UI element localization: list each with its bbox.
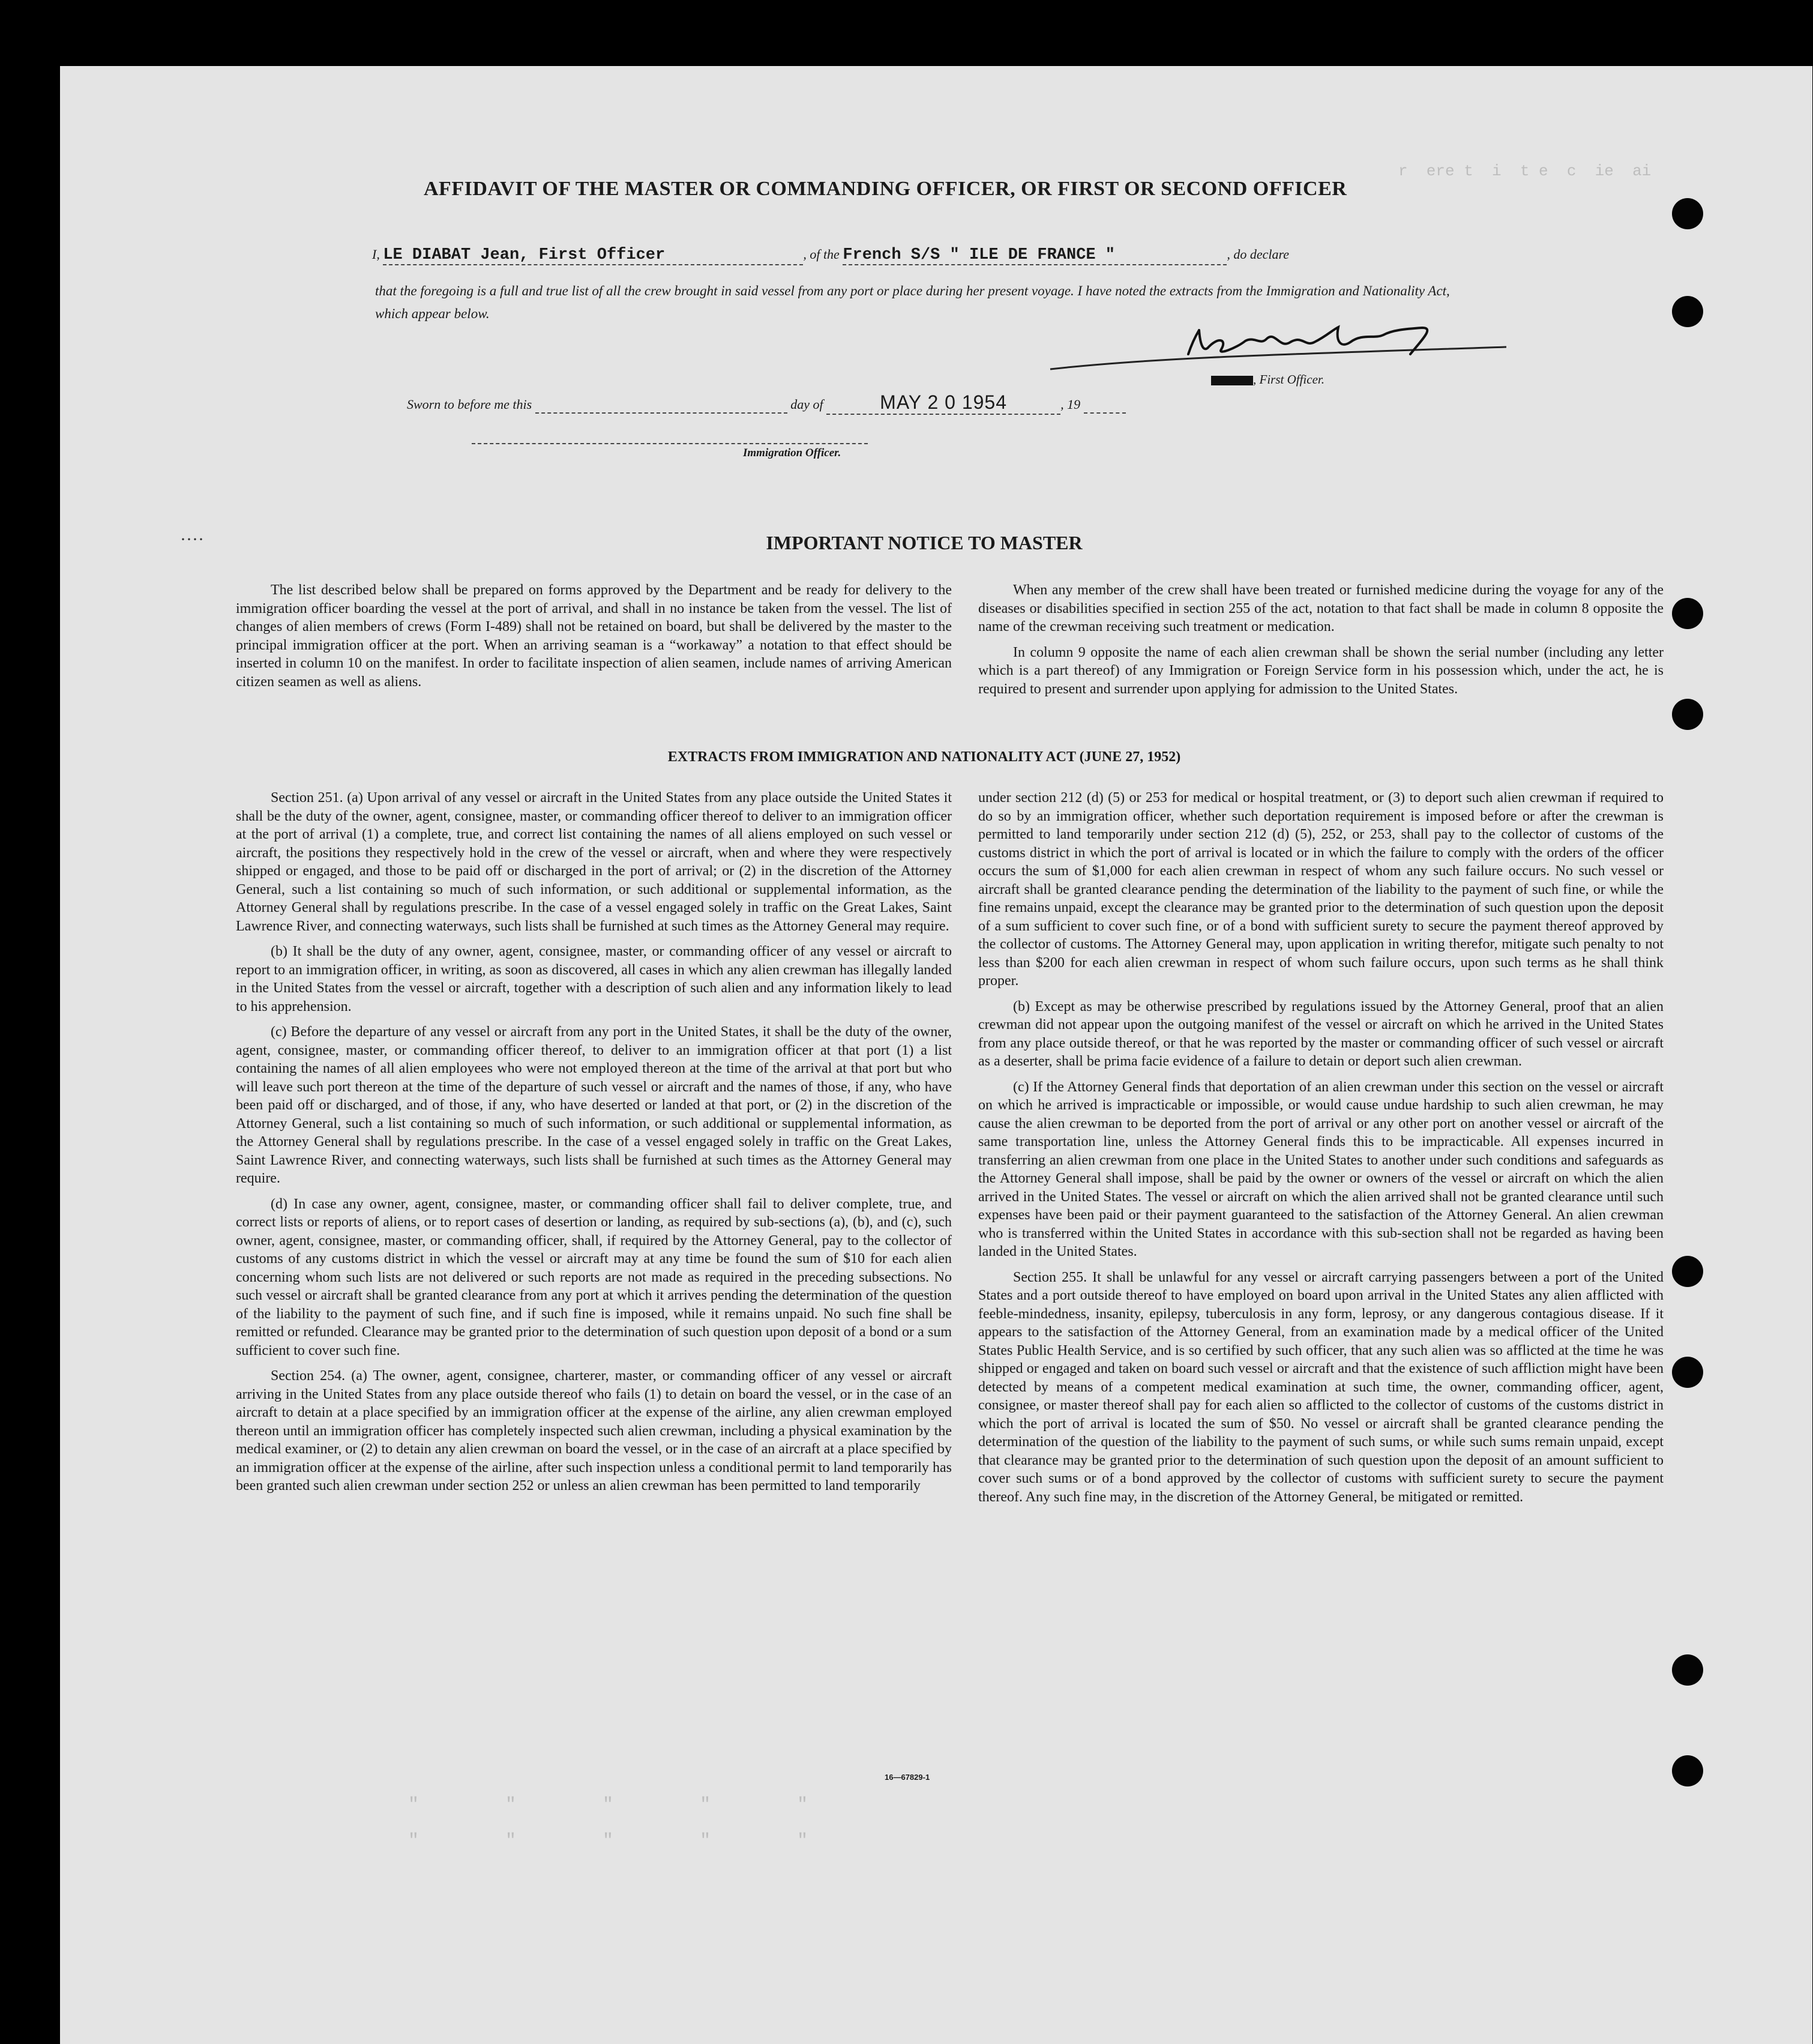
officer-signature xyxy=(1038,312,1518,378)
extracts-heading: EXTRACTS FROM IMMIGRATION AND NATIONALITY ACT (JUNE 27, 1952) xyxy=(667,749,1181,765)
declaration-body: that the foregoing is a full and true list of all the crew brought in said vessel from any port or place during her present voyage. I have noted the extracts from the Immigration and Nationality Act, which appear below. xyxy=(375,283,1450,321)
affidavit-title: AFFIDAVIT OF THE MASTER OR COMMANDING OFFICER, OR FIRST OR SECOND OFFICER xyxy=(424,178,1347,200)
statute-paragraph: under section 212 (d) (5) or 253 for medical or hospital treatment, or (3) to deport such alien crewman if required to do so by an immigration officer, whether such deportation requirement is imposed before or after the crewman is permitted to land temporarily under section 212 (d) (5), 252, or 253, shall pay to the collector of customs of the customs district in which the port of arrival is located or in which the failure to comply with the orders of the officer occurs the sum of $1,000 for each alien crewman in respect of whom any such failure occurs. No such vessel or aircraft shall be granted clearance pending the determination of the liability to the payment of such fine, or while the fine remains unpaid, except the clearance may be granted prior to the determination of such question upon the deposit of a sum sufficient to cover such fine, or of a bond with sufficient surety to secure the payment thereof approved by the collector of customs. The Attorney General may, upon application in writing therefor, mitigate such penalty to not less than $200 for each alien crewman in respect of whom such failure occurs, upon such terms as he shall think proper. xyxy=(978,790,1664,989)
statute-paragraph: Section 254. (a) The owner, agent, consignee, charterer, master, or commanding officer of any vessel or aircraft arriving in the United States from any place outside thereof who fails (1) to detain on board the vessel, or in the case of an aircraft to detain at a place specified by an immigration officer at the expense of the airline, any alien crewman employed thereon until an immigration officer has completely inspected such alien crewman, including a physical examination by the medical examiner, or (2) to detain any alien crewman on board the vessel, or in the case of an aircraft at a place specified by an immigration officer at the expense of the airline, after such inspection unless a conditional permit to land temporarily has been granted such alien crewman under section 252 or unless an alien crewman has been permitted to land temporarily xyxy=(236,1368,952,1494)
sworn-year-field xyxy=(1084,397,1126,414)
declaration-prefix: I, xyxy=(372,247,380,262)
officer-caption-text: , First Officer. xyxy=(1253,372,1324,387)
document-page xyxy=(60,66,1812,2044)
notice-paragraph: In column 9 opposite the name of each alien crewman shall be shown the serial number (including any letter which is a part thereof) of any Immigration or Foreign Service form in his possession which, under the act, he is required to present and surrender upon applying for admission to the United States. xyxy=(978,644,1664,697)
notice-heading: IMPORTANT NOTICE TO MASTER xyxy=(766,532,1083,553)
punch-hole xyxy=(1672,1357,1703,1388)
date-stamp: MAY 2 0 1954 xyxy=(880,391,1007,413)
statute-paragraph: (d) In case any owner, agent, consignee, master, or commanding officer shall fail to deliver complete, true, and correct lists or reports of aliens, or to report cases of desertion or landing, as required by sub-sections (a), (b), and (c), such owner, agent, consignee, master, or commanding officer, shall, if required by the Attorney General, pay to the collector of customs of any customs district in which the vessel or aircraft may at any time be found the sum of $10 for each alien concerning whom such lists are not delivered or such reports are not made as required in the preceding subsections. No such vessel or aircraft shall be granted clearance from any port at which it arrives pending the determination of the question of the liability to the payment of such fine, and if such fine is imposed, while it remains unpaid. No such fine shall be remitted or refunded. Clearance may be granted prior to the determination of such question upon deposit of a bond or a sum sufficient to cover such fine. xyxy=(236,1196,952,1358)
sworn-line xyxy=(407,391,1126,415)
sworn-day-field xyxy=(535,397,787,414)
punch-hole xyxy=(1672,598,1703,629)
redaction-bar xyxy=(1211,376,1253,385)
punch-hole xyxy=(1672,699,1703,730)
form-number: 16—67829-1 xyxy=(885,1773,930,1782)
punch-hole xyxy=(1672,1755,1703,1786)
extracts-left-column xyxy=(236,789,952,1503)
declaration-line xyxy=(372,246,1289,265)
officer-name-field: LE DIABAT Jean, First Officer xyxy=(383,246,803,265)
notice-right-column xyxy=(978,581,1664,705)
notice-paragraph: The list described below shall be prepared on forms approved by the Department and be ready for delivery to the immigration officer boarding the vessel at the port of arrival, and shall in no instance be taken from the vessel. The list of changes of alien members of crews (Form I-489) shall not be retained on board, but shall be delivered by the master to the principal immigration officer at the port. When an arriving seaman is a “workaway” a notation to that effect should be inserted in column 10 on the manifest. In order to facilitate inspection of alien seamen, include names of arriving American citizen seamen as well as aliens. xyxy=(236,582,952,690)
statute-paragraph: Section 255. It shall be unlawful for any vessel or aircraft carrying passengers between a port of the United States and a port outside thereof to have employed on board upon arrival in the United States any alien afflicted with feeble-mindedness, insanity, epilepsy, tuberculosis in any form, leprosy, or any dangerous contagious disease. If it appears to the satisfaction of the Attorney General, from an examination made by a medical officer of the United States Public Health Service, and is so certified by such officer, that any such alien was so afflicted at the time he was shipped or engaged and taken on board such vessel or aircraft and that the existence of such affliction might have been detected by means of a competent medical examination at such time, the owner, commanding officer, agent, consignee, or master thereof shall pay for each alien so afflicted to the collector of customs of the customs district in which the port of arrival is located the sum of $50. No vessel or aircraft shall be granted clearance pending the determination of the question of the liability to the payment of such sums, or while such sums remain unpaid, except that clearance may be granted prior to the determination of such question upon the deposit of an amount sufficient to cover such sums or of a bond approved by the collector of customs with sufficient surety to secure the payment thereof. Any such fine may, in the discretion of the Attorney General, be mitigated or remitted. xyxy=(978,1269,1664,1505)
sworn-month-field xyxy=(826,391,1060,415)
bleed-through-text: " " " " " xyxy=(408,1795,808,1815)
immigration-officer-signature-line xyxy=(472,443,868,444)
sworn-label: Sworn to before me this xyxy=(407,397,532,412)
punch-hole xyxy=(1672,1654,1703,1686)
vessel-name-field: French S/S " ILE DE FRANCE " xyxy=(843,246,1227,265)
year-label: , 19 xyxy=(1060,397,1081,412)
of-the-label: , of the xyxy=(803,247,840,262)
statute-paragraph: (b) It shall be the duty of any owner, agent, consignee, master, or commanding officer of any vessel or aircraft to report to an immigration officer, in writing, as soon as discovered, all cases in which any alien crewman has illegally landed in the United States from the vessel or aircraft, together with a description of such alien and any information likely to lead to his apprehension. xyxy=(236,944,952,1014)
bleed-through-text: r ere t i t e c ie ai xyxy=(1398,162,1652,180)
margin-mark: ···· xyxy=(180,529,204,549)
do-declare-label: , do declare xyxy=(1227,247,1289,262)
notice-left-column xyxy=(236,581,952,698)
statute-paragraph: Section 251. (a) Upon arrival of any vessel or aircraft in the United States from any place outside the United States it shall be the duty of the owner, agent, consignee, master, or commanding officer thereof to deliver to an immigration officer at the port of arrival (1) a complete, true, and correct list containing the names of all aliens employed on such vessel or aircraft, the positions they respectively hold in the crew of the vessel or aircraft, when and where they were respectively shipped or engaged, and those to be paid off or discharged in the port of arrival; or (2) in the discretion of the Attorney General, such a list containing so much of such information, or such additional or supplemental information, as the Attorney General shall by regulations prescribe. In the case of a vessel engaged solely in traffic on the Great Lakes, Saint Lawrence River, and connecting waterways, such lists shall be furnished at such times as the Attorney General may require. xyxy=(236,790,952,934)
statute-paragraph: (c) Before the departure of any vessel or aircraft from any port in the United States, it shall be the duty of the owner, agent, consignee, master, or commanding officer thereof, to deliver to an immigration officer at that port (1) a list containing the names of all alien employees who were not employed thereon at the time of the arrival at that port but who will leave such port thereon at the time of the departure of such vessel or aircraft and the names of those, if any, who have been paid off or discharged, and of those, if any, who have deserted or landed at that port, or (2) in the discretion of the Attorney General, such a list containing so much of such information, or such additional or supplemental information, as the Attorney General shall by regulations prescribe. In the case of a vessel engaged solely in traffic on the Great Lakes, Saint Lawrence River, and connecting waterways, such lists shall be furnished at such times as the Attorney General may require. xyxy=(236,1024,952,1186)
immigration-officer-label: Immigration Officer. xyxy=(743,447,841,459)
officer-caption xyxy=(1211,372,1324,387)
punch-hole xyxy=(1672,198,1703,229)
punch-hole xyxy=(1672,296,1703,327)
statute-paragraph: (c) If the Attorney General finds that deportation of an alien crewman under this section on the vessel or aircraft on which he arrived is impracticable or impossible, or would cause undue hardship to such alien crewman, he may cause the alien crewman to be deported from the port of arrival or any other port on another vessel or aircraft of the same transportation line, unless the Attorney General finds this to be impracticable. All expenses incurred in transferring an alien crewman from one place in the United States to another under such conditions and safeguards as the Attorney General shall impose, shall be paid by the owner or owners of the vessel or aircraft on which the alien arrived in the United States. The vessel or aircraft on which the alien arrived shall not be granted clearance until such expenses have been paid or their payment guaranteed to the satisfaction of the Attorney General. An alien crewman who is transferred within the United States in accordance with this sub-section shall not be regarded as having been landed in the United States. xyxy=(978,1079,1664,1259)
bleed-through-text: " " " " " xyxy=(408,1831,808,1851)
notice-paragraph: When any member of the crew shall have been treated or furnished medicine during the voyage for any of the diseases or disabilities specified in section 255 of the act, notation to that fact shall be made in column 8 opposite the name of the crewman receiving such treatment or medication. xyxy=(978,582,1664,635)
punch-hole xyxy=(1672,1256,1703,1287)
extracts-right-column xyxy=(978,789,1664,1513)
statute-paragraph: (b) Except as may be otherwise prescribed by regulations issued by the Attorney General, proof that an alien crewman did not appear upon the outgoing manifest of the vessel or aircraft on which he arrived in the United States from any place outside thereof, or that he was reported by the master or commanding officer of such vessel or aircraft as a deserter, shall be prima facie evidence of a failure to detain or deport such alien crewman. xyxy=(978,998,1664,1069)
day-of-label: day of xyxy=(790,397,823,412)
